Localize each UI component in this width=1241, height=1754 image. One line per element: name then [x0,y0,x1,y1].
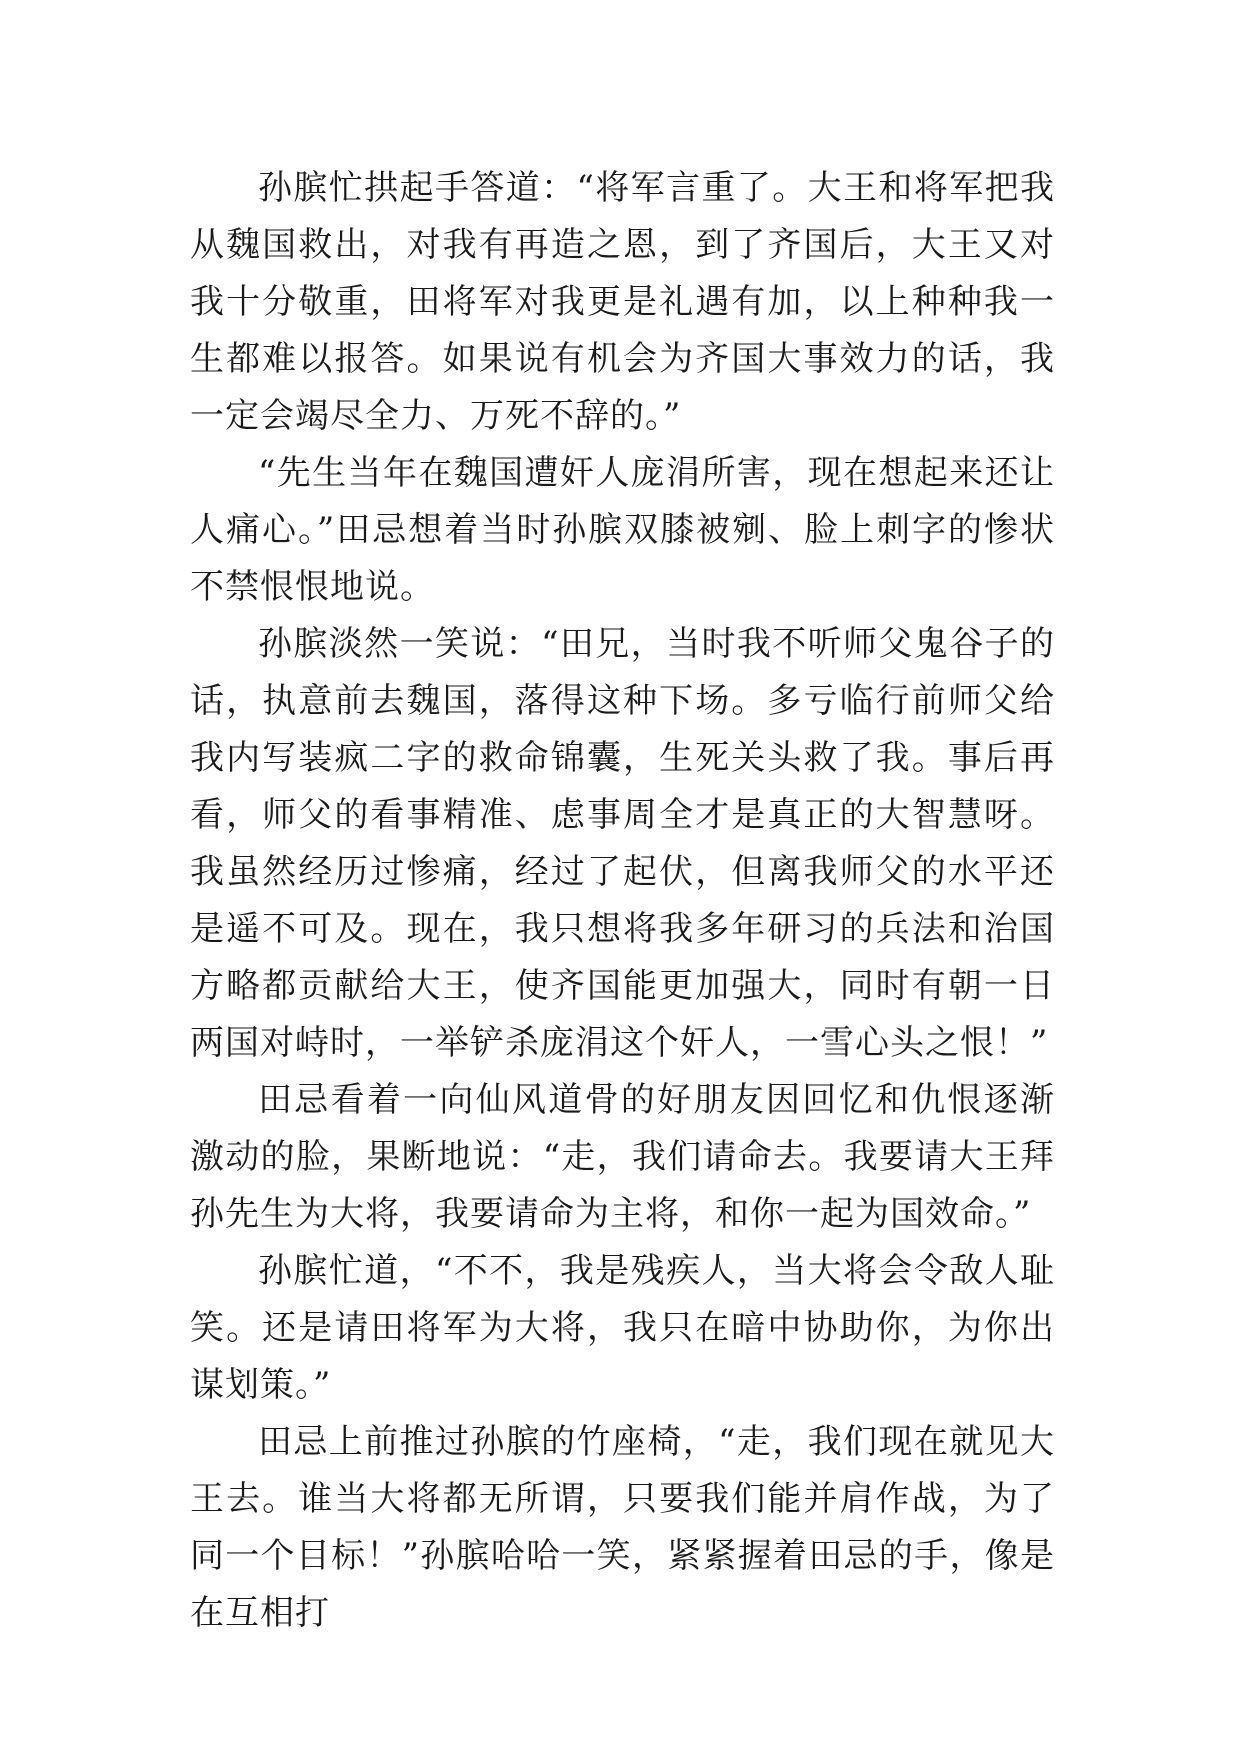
paragraph: 孙膑忙道，“不不，我是残疾人，当大将会令敌人耻笑。还是请田将军为大将，我只在暗中协助你，为你出谋划策。” [190,1251,1055,1405]
paragraph: “先生当年在魏国遭奸人庞涓所害，现在想起来还让人痛心。”田忌想着当时孙膑双膝被剜、脸上刺字的惨状不禁恨恨地说。 [190,453,1055,607]
paragraph: 田忌看着一向仙风道骨的好朋友因回忆和仇恨逐渐激动的脸，果断地说：“走，我们请命去。我要请大王拜孙先生为大将，我要请命为主将，和你一起为国效命。” [190,1080,1055,1234]
paragraph: 孙膑忙拱起手答道：“将军言重了。大王和将军把我从魏国救出，对我有再造之恩，到了齐国后，大王又对我十分敬重，田将军对我更是礼遇有加，以上种种我一生都难以报答。如果说有机会为齐国大事效力的话，我一定会竭尽全力、万死不辞的。” [190,168,1055,436]
body-text [190,160,1055,1642]
paragraph: 田忌上前推过孙膑的竹座椅，“走，我们现在就见大王去。谁当大将都无所谓，只要我们能并肩作战，为了同一个目标！”孙膑哈哈一笑，紧紧握着田忌的手，像是在互相打 [190,1422,1055,1633]
paragraph: 孙膑淡然一笑说：“田兄，当时我不听师父鬼谷子的话，执意前去魏国，落得这种下场。多亏临行前师父给我内写装疯二字的救命锦囊，生死关头救了我。事后再看，师父的看事精准、虑事周全才是真正的大智慧呀。我虽然经历过惨痛，经过了起伏，但离我师父的水平还是遥不可及。现在，我只想将我多年研习的兵法和治国方略都贡献给大王，使齐国能更加强大，同时有朝一日两国对峙时，一举铲杀庞涓这个奸人，一雪心头之恨！” [190,624,1055,1063]
